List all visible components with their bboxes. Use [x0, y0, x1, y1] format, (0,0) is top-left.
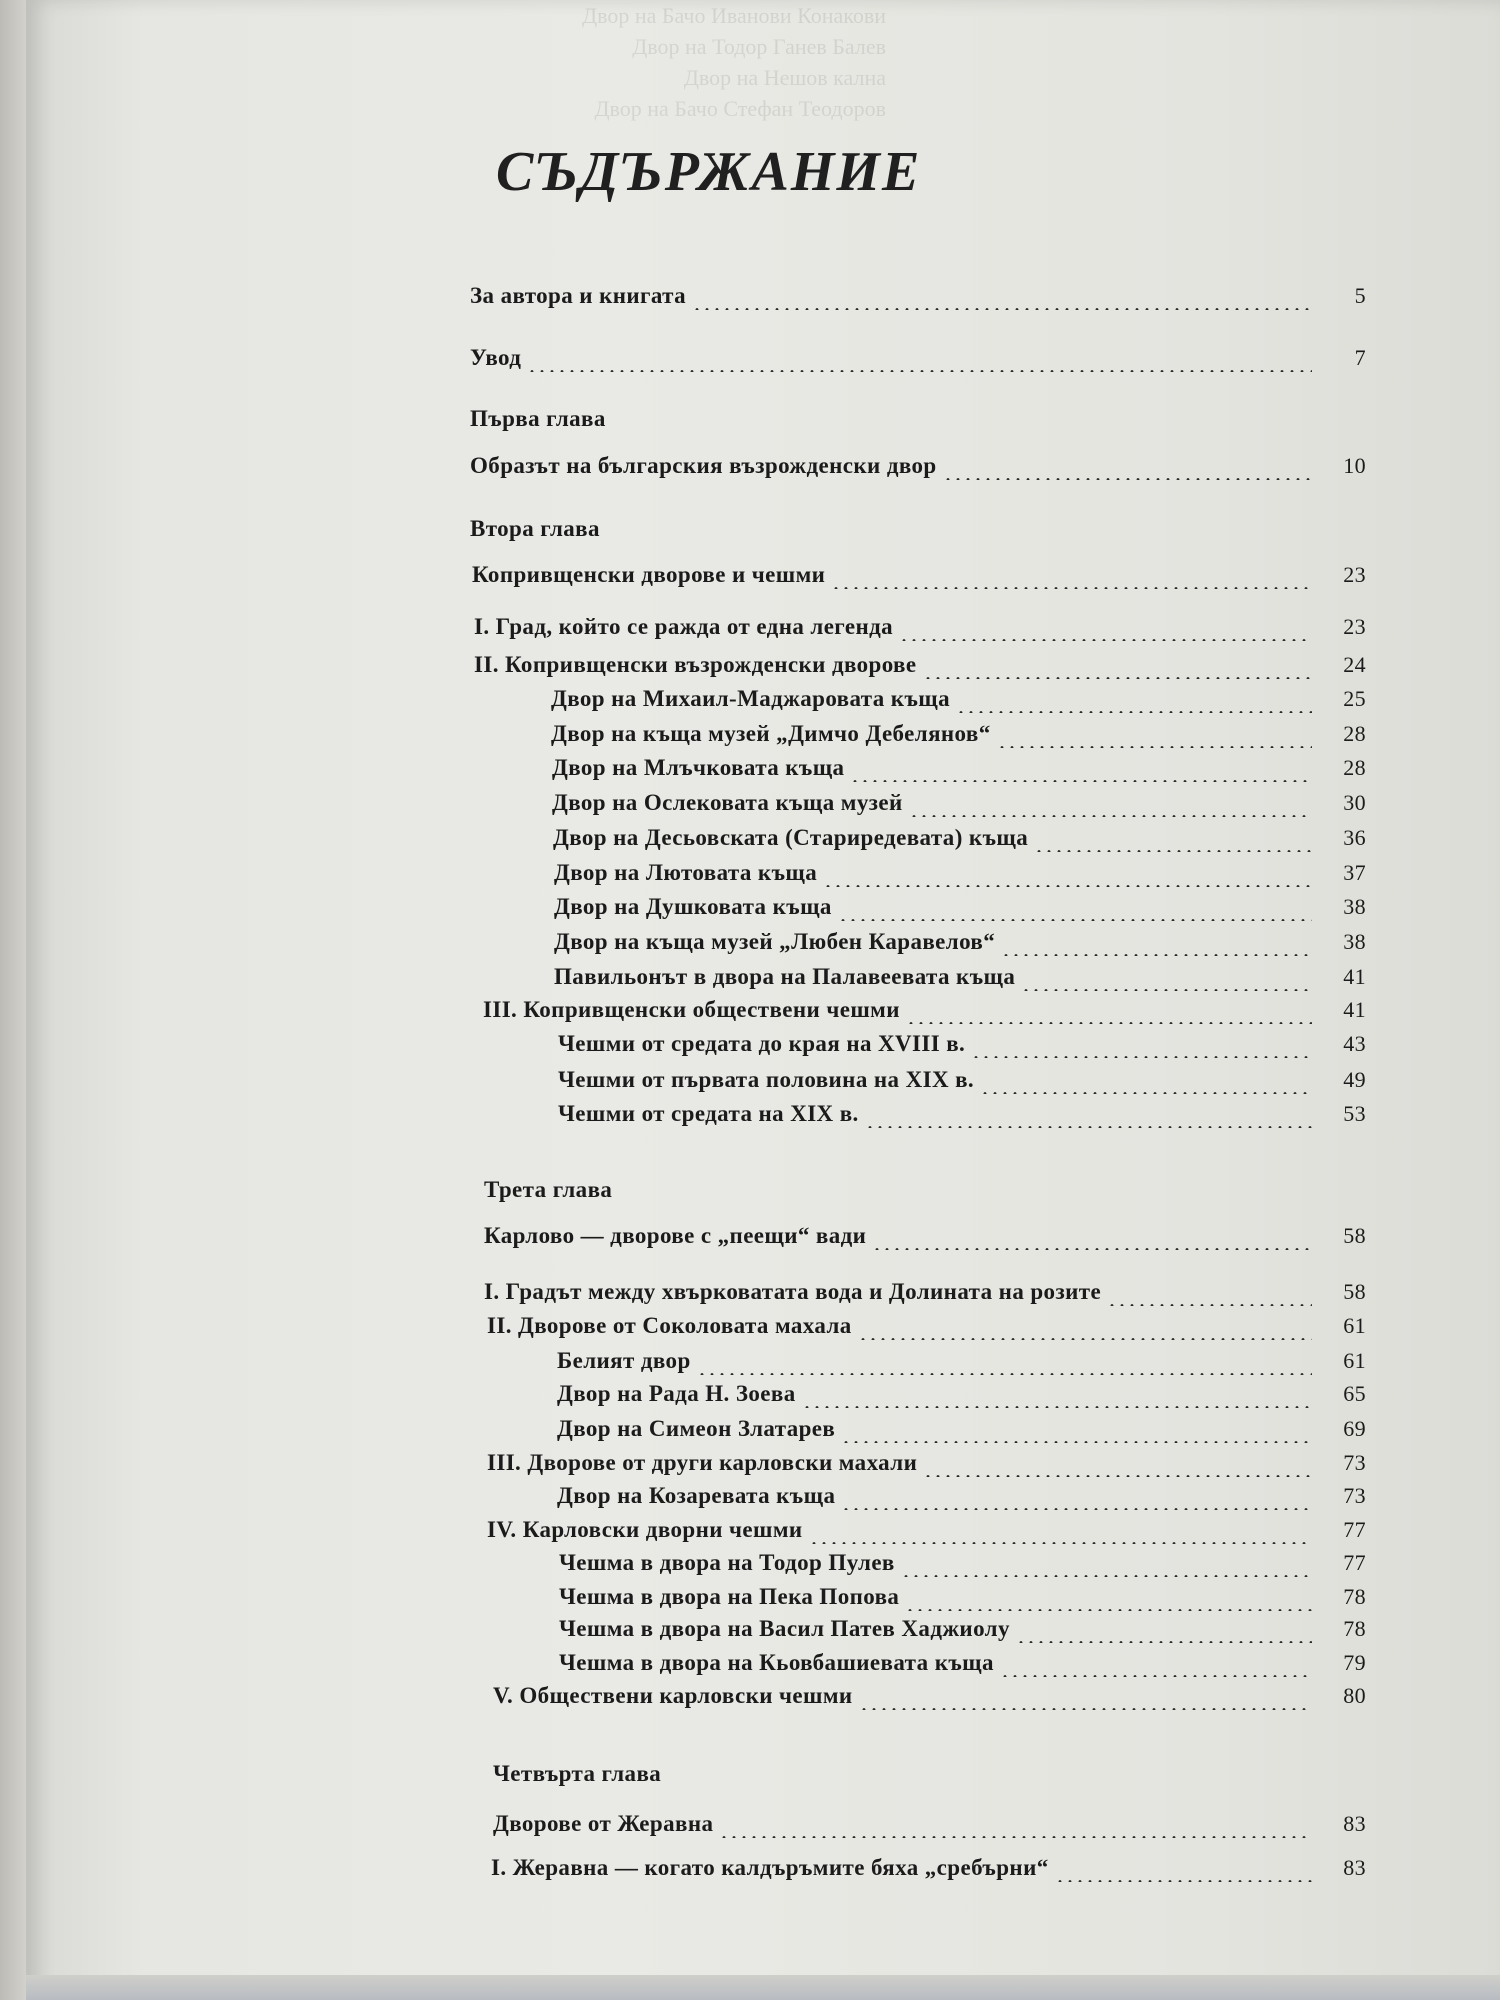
toc-entry	[487, 1313, 1366, 1349]
toc-entry	[559, 1550, 1366, 1586]
toc-page-number: 80	[1343, 1683, 1366, 1708]
toc-page-number: 41	[1343, 997, 1366, 1022]
toc-entry	[557, 1348, 1366, 1384]
toc-entry	[554, 964, 1366, 1000]
dot-leader	[905, 1609, 1312, 1611]
toc-entry	[474, 652, 1366, 688]
toc-page-number: 77	[1343, 1517, 1366, 1542]
toc-entry	[484, 1279, 1366, 1315]
book-spine	[0, 0, 26, 2000]
toc-entry	[553, 825, 1366, 861]
toc-page-number: 73	[1343, 1450, 1366, 1475]
toc-entry	[493, 1811, 1366, 1847]
toc-page-number: 69	[1343, 1416, 1366, 1441]
toc-entry-label: Двор на Лютовата къща	[554, 860, 818, 885]
toc-entry	[559, 1584, 1366, 1620]
toc-page-number: 24	[1343, 652, 1366, 677]
toc-page-number: 41	[1343, 964, 1366, 989]
toc-entry	[554, 929, 1366, 965]
ghost-line: Двор на Нешов кална	[683, 65, 886, 90]
toc-entry-label: Двор на Десьовската (Стариредевата) къща	[553, 825, 1029, 850]
toc-entry-label: Чешма в двора на Пека Попова	[559, 1584, 900, 1609]
toc-page-number: 28	[1343, 721, 1366, 746]
toc-page-number: 58	[1343, 1279, 1366, 1304]
toc-page-number: 10	[1343, 453, 1366, 478]
toc-page-number: 83	[1343, 1855, 1366, 1880]
toc-entry-label: Чешма в двора на Тодор Пулев	[559, 1550, 895, 1575]
toc-entry-label: Образът на българския възрожденски двор	[470, 453, 937, 478]
dot-leader	[1021, 989, 1312, 991]
dot-leader	[841, 1508, 1312, 1510]
toc-entry	[558, 1101, 1366, 1137]
toc-entry-label: Двор на Душковата къща	[554, 894, 832, 919]
toc-entry-label: Чешми от първата половина на XIX в.	[558, 1067, 975, 1092]
toc-page-number: 28	[1343, 755, 1366, 780]
toc-entry	[474, 614, 1366, 650]
dot-leader	[838, 919, 1312, 921]
ghost-line: Двор на Бачо Иванови Конакови	[582, 3, 886, 28]
toc-page-number: 78	[1343, 1616, 1366, 1641]
toc-page-number: 36	[1343, 825, 1366, 850]
dot-leader	[1034, 850, 1312, 852]
ghost-line: Двор на Тодор Ганев Балев	[632, 34, 886, 59]
dot-leader	[971, 1056, 1312, 1058]
toc-entry	[470, 345, 1366, 381]
dot-leader	[823, 885, 1312, 887]
toc-page-number: 61	[1343, 1348, 1366, 1373]
toc-entry	[552, 755, 1366, 791]
toc-entry-label: Двор на Млъчковата къща	[552, 755, 845, 780]
dot-leader	[997, 746, 1312, 748]
toc-entry	[554, 894, 1366, 930]
toc-entry-label: Чешма в двора на Кьовбашиевата къща	[559, 1650, 994, 1675]
toc-entry-label: Карлово — дворове с „пеещи“ вади	[484, 1223, 867, 1248]
dot-leader	[980, 1092, 1312, 1094]
dot-leader	[692, 308, 1312, 310]
toc-page-number: 38	[1343, 929, 1366, 954]
toc-entry	[557, 1381, 1366, 1417]
toc-entry-label: Белият двор	[557, 1348, 691, 1373]
toc-entry	[483, 997, 1366, 1033]
dot-leader	[697, 1373, 1312, 1375]
toc-entry-label: Увод	[470, 345, 522, 370]
toc-entry-label: За автора и книгата	[470, 283, 687, 308]
dot-leader	[1055, 1880, 1312, 1882]
toc-entry-label: Двор на Ослековата къща музей	[552, 790, 903, 815]
chapter-heading: Първа глава	[470, 406, 606, 431]
dot-leader	[850, 780, 1312, 782]
toc-entry-label: Двор на Рада Н. Зоева	[557, 1381, 796, 1406]
toc-entry	[559, 1616, 1366, 1652]
toc-entry	[487, 1517, 1366, 1553]
dot-leader	[923, 1475, 1312, 1477]
toc-entry	[557, 1483, 1366, 1519]
dot-leader	[1016, 1641, 1312, 1643]
dot-leader	[1107, 1304, 1312, 1306]
dot-leader	[923, 677, 1313, 679]
table-of-contents	[26, 0, 1500, 2000]
toc-entry-label: Двор на Михаил-Маджаровата къща	[551, 686, 950, 711]
dot-leader	[906, 1022, 1312, 1024]
toc-entry-label: Двор на къща музей „Димчо Дебелянов“	[551, 721, 991, 746]
toc-entry-label: Павильонът в двора на Палавеевата къща	[554, 964, 1016, 989]
toc-page-number: 83	[1343, 1811, 1366, 1836]
toc-page-number: 73	[1343, 1483, 1366, 1508]
toc-page-number: 5	[1354, 283, 1366, 308]
toc-page-number: 49	[1343, 1067, 1366, 1092]
dot-leader	[809, 1542, 1312, 1544]
toc-page-number: 43	[1343, 1031, 1366, 1056]
ghost-line: Двор на Бачо Стефан Теодоров	[594, 96, 886, 121]
dot-leader	[899, 639, 1312, 641]
toc-page-number: 78	[1343, 1584, 1366, 1609]
toc-page-number: 65	[1343, 1381, 1366, 1406]
dot-leader	[909, 815, 1312, 817]
toc-entry	[487, 1450, 1366, 1486]
toc-entry-label: Чешма в двора на Васил Патев Хаджиолу	[559, 1616, 1010, 1641]
toc-entry	[558, 1031, 1366, 1067]
dot-leader	[859, 1708, 1312, 1710]
dot-leader	[1000, 1675, 1312, 1677]
toc-entry	[491, 1855, 1366, 1891]
toc-page-number: 30	[1343, 790, 1366, 815]
toc-entry	[554, 860, 1366, 896]
toc-page-number: 53	[1343, 1101, 1366, 1126]
dot-leader	[865, 1126, 1312, 1128]
dot-leader	[802, 1406, 1312, 1408]
toc-entry-label: I. Град, който се ражда от една легенда	[474, 614, 894, 639]
toc-entry	[558, 1067, 1366, 1103]
toc-page-number: 61	[1343, 1313, 1366, 1338]
toc-entry-label: Дворове от Жеравна	[493, 1811, 714, 1836]
toc-entry-label: II. Дворове от Соколовата махала	[487, 1313, 852, 1338]
toc-entry	[493, 1683, 1366, 1719]
toc-entry-label: IV. Карловски дворни чешми	[487, 1517, 803, 1542]
toc-entry-label: Чешми от средата на XIX в.	[558, 1101, 859, 1126]
toc-entry-label: Двор на Симеон Златарев	[557, 1416, 836, 1441]
toc-entry-label: I. Градът между хвърковатата вода и Долината на розите	[484, 1279, 1102, 1304]
toc-page-number: 23	[1343, 614, 1366, 639]
dot-leader	[872, 1248, 1312, 1250]
toc-entry	[470, 283, 1366, 319]
toc-entry-label: III. Дворове от други карловски махали	[487, 1450, 918, 1475]
dot-leader	[943, 478, 1312, 480]
toc-entry-label: V. Обществени карловски чешми	[493, 1683, 853, 1708]
toc-entry	[470, 453, 1366, 489]
book-edge	[26, 1975, 1500, 2000]
book-page	[26, 0, 1500, 2000]
dot-leader	[956, 711, 1312, 713]
dot-leader	[719, 1836, 1312, 1838]
toc-entry-label: II. Копривщенски възрожденски дворове	[474, 652, 917, 677]
toc-entry-label: Двор на къща музей „Любен Каравелов“	[554, 929, 996, 954]
toc-page-number: 58	[1343, 1223, 1366, 1248]
toc-page-number: 77	[1343, 1550, 1366, 1575]
toc-page-number: 7	[1354, 345, 1366, 370]
toc-entry	[552, 790, 1366, 826]
dot-leader	[831, 587, 1312, 589]
toc-entry-label: Чешми от средата до края на XVIII в.	[558, 1031, 966, 1056]
toc-entry	[472, 562, 1366, 598]
toc-entry	[557, 1416, 1366, 1452]
toc-page-number: 25	[1343, 686, 1366, 711]
dot-leader	[1001, 954, 1312, 956]
chapter-heading: Втора глава	[470, 516, 600, 541]
page-title: СЪДЪРЖАНИЕ	[496, 141, 922, 203]
toc-entry	[551, 721, 1366, 757]
toc-entry	[559, 1650, 1366, 1686]
dot-leader	[527, 370, 1312, 372]
toc-entry	[484, 1223, 1366, 1259]
dot-leader	[901, 1575, 1312, 1577]
toc-entry-label: III. Копривщенски обществени чешми	[483, 997, 900, 1022]
toc-entry-label: Копривщенски дворове и чешми	[472, 562, 826, 587]
toc-entry	[551, 686, 1366, 722]
toc-page-number: 38	[1343, 894, 1366, 919]
toc-page-number: 79	[1343, 1650, 1366, 1675]
toc-entry-label: I. Жеравна — когато калдъръмите бяха „сребърни“	[491, 1855, 1049, 1880]
dot-leader	[858, 1338, 1312, 1340]
toc-page-number: 37	[1343, 860, 1366, 885]
toc-page-number: 23	[1343, 562, 1366, 587]
chapter-heading: Трета глава	[484, 1177, 613, 1202]
dot-leader	[841, 1441, 1312, 1443]
toc-entry-label: Двор на Козаревата къща	[557, 1483, 836, 1508]
chapter-heading: Четвърта глава	[493, 1761, 662, 1786]
